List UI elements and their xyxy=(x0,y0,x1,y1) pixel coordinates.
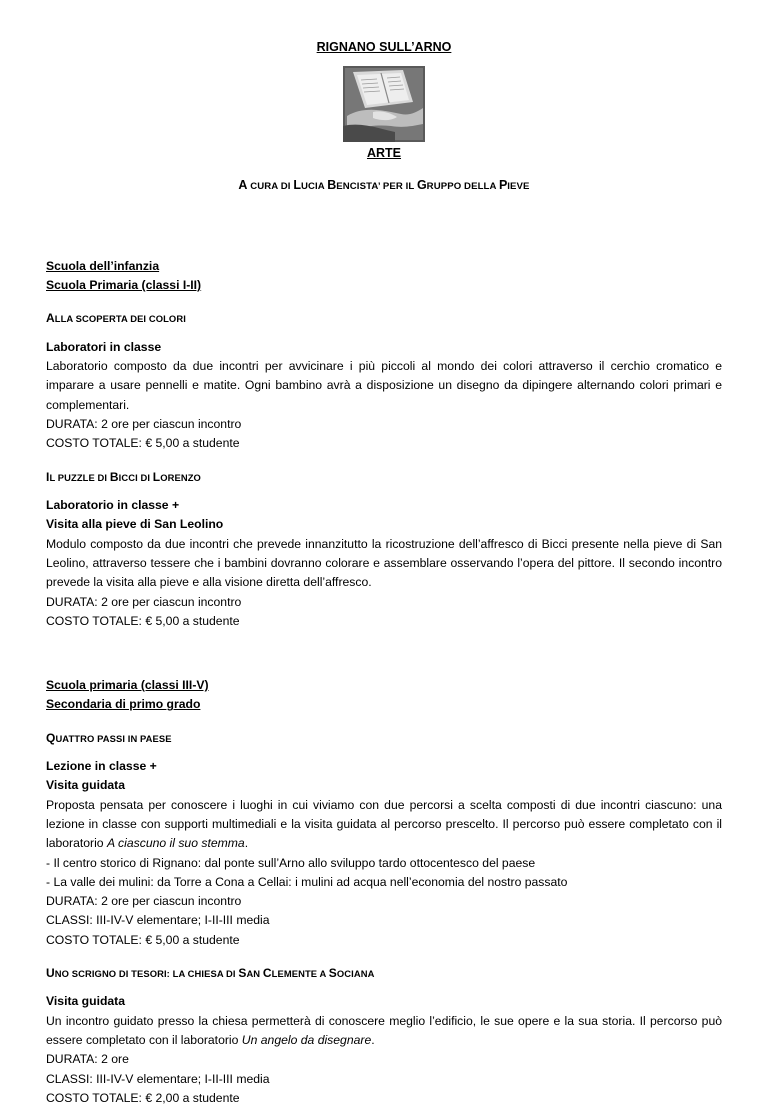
activity-block xyxy=(46,729,722,950)
subject-heading: ARTE xyxy=(366,146,402,161)
artwork-image xyxy=(343,66,425,142)
activity-detail: CLASSI: III-IV-V elementare; I-II-III media xyxy=(46,1071,270,1086)
activity-title: ALLA SCOPERTA DEI COLORI xyxy=(46,311,186,326)
activity-block xyxy=(46,309,722,453)
activity-detail: CLASSI: III-IV-V elementare; I-II-III media xyxy=(46,913,270,928)
section-primaria-secondaria xyxy=(46,676,722,1108)
school-level: Scuola Primaria (classi I-II) xyxy=(46,278,202,293)
activity-title: QUATTRO PASSI IN PAESE xyxy=(46,730,172,745)
lab-title: Un angelo da disegnare xyxy=(241,1033,372,1048)
activity-block xyxy=(46,468,722,631)
activity-description: Un incontro guidato presso la chiesa permetterà di conoscere meglio l’edificio, le sue opere e la sua storia. Il percorso può essere completato con il laboratorio Un angelo da disegnare. xyxy=(46,1013,722,1048)
activity-description: Laboratorio composto da due incontri per avvicinare i più piccoli al mondo dei colori attraverso il cerchio cromatico e imparare a usare pennelli e matite. Ogni bambino avrà a disposizione un disegno da dipingere alternando colori primari e complementari. xyxy=(46,359,722,412)
credit-line: A CURA DI LUCIA BENCISTA’ PER IL GRUPPO DELLA PIEVE xyxy=(238,178,530,193)
activity-type: Laboratorio in classe + xyxy=(46,498,180,513)
activity-description: Proposta pensata per conoscere i luoghi in cui viviamo con due percorsi a scelta composti di due incontri ciascuno: una lezione in classe con supporti multimediali e la visita guidata al percorso prescelto. Il percorso può essere completato con il laboratorio A ciascuno il suo stemma. xyxy=(46,797,722,851)
activity-detail: - Il centro storico di Rignano: dal ponte sull’Arno allo sviluppo tardo ottocentesco del paese xyxy=(46,855,536,870)
school-level: Secondaria di primo grado xyxy=(46,697,201,712)
school-level: Scuola dell’infanzia xyxy=(46,258,160,273)
activity-detail: COSTO TOTALE: € 5,00 a studente xyxy=(46,932,240,947)
activity-type: Laboratori in classe xyxy=(46,339,162,354)
activity-detail: DURATA: 2 ore xyxy=(46,1052,129,1067)
activity-detail: DURATA: 2 ore per ciascun incontro xyxy=(46,417,242,432)
activity-type: Lezione in classe + xyxy=(46,759,157,774)
document-page xyxy=(46,38,722,1108)
activity-title: IL PUZZLE DI BICCI DI LORENZO xyxy=(46,469,201,484)
activity-type: Visita alla pieve di San Leolino xyxy=(46,517,224,532)
section-infanzia-primaria xyxy=(46,257,722,631)
document-title: RIGNANO SULL’ARNO xyxy=(316,40,452,54)
activity-detail: DURATA: 2 ore per ciascun incontro xyxy=(46,894,242,909)
activity-type: Visita guidata xyxy=(46,994,126,1009)
activity-description: Modulo composto da due incontri che prevede innanzitutto la ricostruzione dell’affresco di Bicci presente nella pieve di San Leolino, attraverso tessere che i bambini dovranno colorare e assemblare osservando l’opera del pittore. Il secondo incontro prevede la visita alla pieve e alla visione diretta dell’affresco. xyxy=(46,536,722,590)
activity-type: Visita guidata xyxy=(46,778,126,793)
school-level: Scuola primaria (classi III-V) xyxy=(46,678,209,693)
lab-title: A ciascuno il suo stemma xyxy=(106,836,245,851)
activity-detail: DURATA: 2 ore per ciascun incontro xyxy=(46,594,242,609)
activity-detail: COSTO TOTALE: € 5,00 a studente xyxy=(46,613,240,628)
activity-detail: - La valle dei mulini: da Torre a Cona a Cellai: i mulini ad acqua nell’economia del nostro passato xyxy=(46,874,568,889)
activity-block xyxy=(46,964,722,1108)
activity-title: UNO SCRIGNO DI TESORI: LA CHIESA DI SAN CLEMENTE A SOCIANA xyxy=(46,966,375,981)
activity-detail: COSTO TOTALE: € 5,00 a studente xyxy=(46,436,240,451)
activity-detail: COSTO TOTALE: € 2,00 a studente xyxy=(46,1090,240,1105)
